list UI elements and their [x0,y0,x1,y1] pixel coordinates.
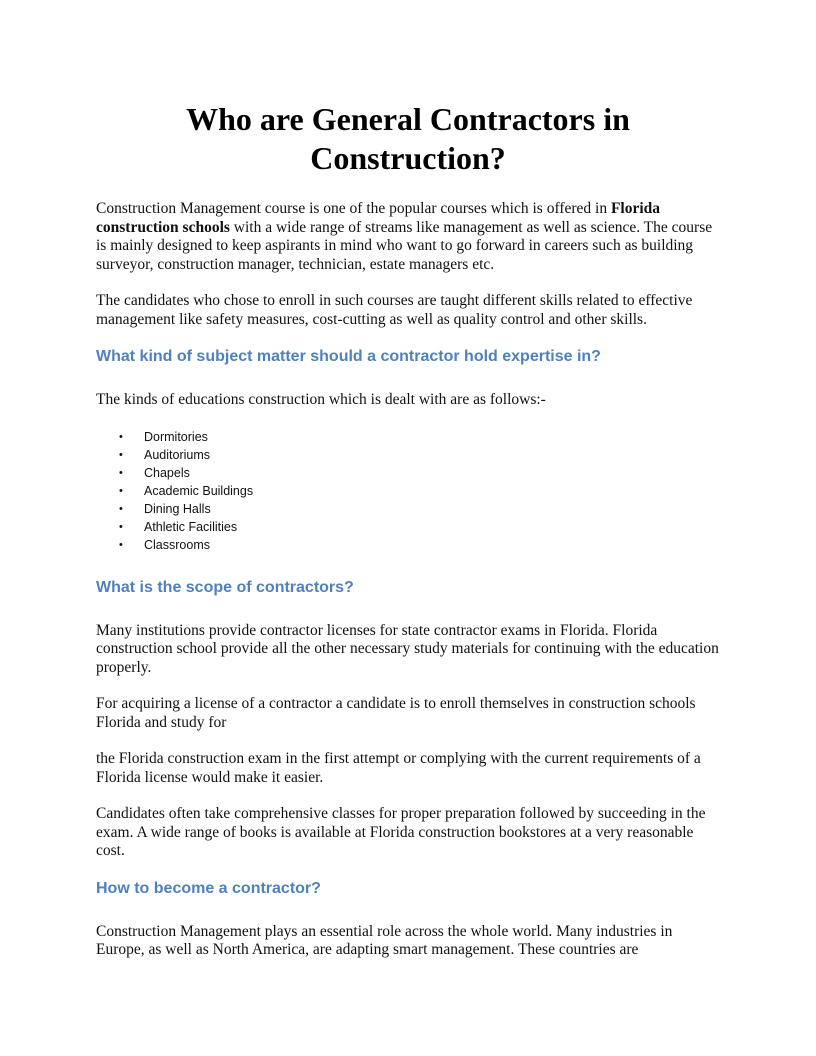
education-types-intro: The kinds of educations construction which is dealt with are as follows:- [96,391,546,408]
comprehensive-classes-paragraph: Candidates often take comprehensive classes for proper preparation followed by succeeding in the exam. A wide range of books is available at Florida construction bookstores at a very reasonable cost. [96,805,706,859]
become-contractor-heading: How to become a contractor? [96,879,321,897]
licenses-paragraph: Many institutions provide contractor licenses for state contractor exams in Florida. Florida construction school provide all the other necessary study materials for continuing with the education properly. [96,621,719,676]
scope-heading: What is the scope of contractors? [96,578,354,596]
document-content [96,100,720,978]
list-item-label: Athletic Facilities [144,519,238,534]
subject-matter-heading: What kind of subject matter should a contractor hold expertise in? [96,348,601,365]
list-item-label: Auditoriums [144,447,210,462]
bullet-icon: • [119,430,123,443]
license-acquire-paragraph: For acquiring a license of a contractor a candidate is to enroll themselves in construction schools Florida and study for [96,695,696,731]
florida-exam-paragraph: the Florida construction exam in the first attempt or complying with the current requirements of a Florida license would make it easier. [96,750,701,786]
bullet-icon: • [119,520,123,533]
list-item [96,518,720,536]
bullet-icon: • [119,448,123,461]
list-item [96,536,720,554]
skills-paragraph: The candidates who chose to enroll in such courses are taught different skills related to effective management like safety measures, cost-cutting as well as quality control and other skills. [96,292,693,328]
intro-paragraph-start: Construction Management course is one of the popular courses which is offered in [96,200,611,217]
list-item-label: Dining Halls [144,501,211,516]
bullet-icon: • [119,466,123,479]
bullet-icon: • [119,538,123,551]
bullet-icon: • [119,484,123,497]
building-types-list [96,428,720,554]
bullet-icon: • [119,502,123,515]
list-item [96,500,720,518]
list-item [96,482,720,500]
list-item-label: Academic Buildings [144,483,254,498]
page-title-line-1: Who are General Contractors in [186,101,630,137]
intro-paragraph-end: with a wide range of streams like management as well as science. The course is mainly designed to keep aspirants in mind who want to go forward in careers such as building surveyor, construction manager, technician, estate managers etc. [96,218,713,273]
page-title-line-2: Construction? [310,140,506,176]
list-item-label: Dormitories [144,429,208,444]
list-item [96,446,720,464]
intro-paragraph [96,200,720,274]
list-item [96,464,720,482]
florida-schools-bold-text: Florida construction schools [96,200,661,236]
list-item-label: Classrooms [144,537,210,552]
management-role-paragraph: Construction Management plays an essential role across the whole world. Many industries in Europe, as well as North America, are adapting smart management. These countries are [96,922,673,958]
list-item-label: Chapels [144,465,190,480]
list-item [96,428,720,446]
page-title [96,100,720,178]
